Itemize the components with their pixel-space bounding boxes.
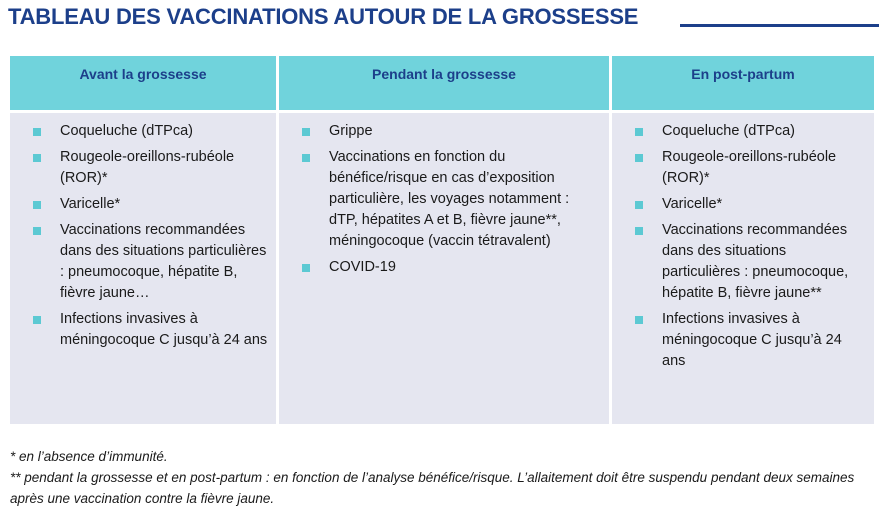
list-item-text: Coqueluche (dTPca) (60, 123, 193, 139)
list-item (634, 220, 866, 304)
vaccination-table (10, 56, 874, 424)
column-body (10, 113, 276, 424)
footnote-immunity: * en l’absence d’immunité. (10, 449, 168, 464)
column-header: Avant la grossesse (10, 56, 276, 110)
list-item (32, 194, 268, 215)
list-item (301, 121, 601, 142)
square-bullet-icon (33, 154, 41, 162)
square-bullet-icon (302, 128, 310, 136)
list-item (634, 147, 866, 189)
title-row (8, 4, 874, 32)
square-bullet-icon (33, 316, 41, 324)
square-bullet-icon (635, 227, 643, 235)
list-item-text: Grippe (329, 123, 373, 139)
square-bullet-icon (635, 201, 643, 209)
square-bullet-icon (33, 227, 41, 235)
column-body (612, 113, 874, 424)
footnote-yellow-fever: ** pendant la grossesse et en post-partum : en fonction de l’analyse bénéfice/risque. L’allaitement doit être suspendu pendant deux semaines après une vaccination contre la fièvre jaune. (10, 470, 855, 506)
square-bullet-icon (302, 264, 310, 272)
list-item-text: Varicelle* (662, 196, 723, 212)
list-item (634, 121, 866, 142)
list-item-text: Vaccinations en fonction du bénéfice/risque en cas d’exposition particulière, les voyages notamment : dTP, hépatites A et B, fièvre jaune**, méningocoque (vaccin tétravalent) (329, 149, 570, 249)
square-bullet-icon (635, 316, 643, 324)
list-item-text: Infections invasives à méningocoque C jusqu’à 24 ans (662, 311, 842, 369)
list-item-text: COVID-19 (329, 259, 396, 275)
square-bullet-icon (33, 128, 41, 136)
list-item-text: Vaccinations recommandées dans des situations particulières : pneumocoque, hépatite B, fièvre jaune** (662, 222, 849, 301)
list-item-text: Rougeole-oreillons-rubéole (ROR)* (60, 149, 235, 186)
column-header: Pendant la grossesse (279, 56, 609, 110)
list-item-text: Infections invasives à méningocoque C jusqu’à 24 ans (60, 311, 268, 348)
square-bullet-icon (635, 128, 643, 136)
column-before-pregnancy (10, 56, 276, 424)
list-item-text: Varicelle* (60, 196, 121, 212)
list-item (634, 194, 866, 215)
square-bullet-icon (635, 154, 643, 162)
list-item-text: Coqueluche (dTPca) (662, 123, 795, 139)
column-body (279, 113, 609, 424)
list-item (301, 147, 601, 252)
list-item (32, 121, 268, 142)
column-header: En post-partum (612, 56, 874, 110)
footnotes (10, 446, 880, 509)
title-underline (680, 24, 879, 27)
list-item-text: Vaccinations recommandées dans des situations particulières : pneumocoque, hépatite B, fièvre jaune… (60, 222, 267, 301)
list-item (32, 220, 268, 304)
square-bullet-icon (302, 154, 310, 162)
page-title: TABLEAU DES VACCINATIONS AUTOUR DE LA GROSSESSE (8, 4, 639, 29)
list-item (32, 147, 268, 189)
column-during-pregnancy (279, 56, 609, 424)
square-bullet-icon (33, 201, 41, 209)
list-item-text: Rougeole-oreillons-rubéole (ROR)* (662, 149, 837, 186)
list-item (634, 309, 866, 372)
column-post-partum (612, 56, 874, 424)
list-item (32, 309, 268, 351)
list-item (301, 257, 601, 278)
